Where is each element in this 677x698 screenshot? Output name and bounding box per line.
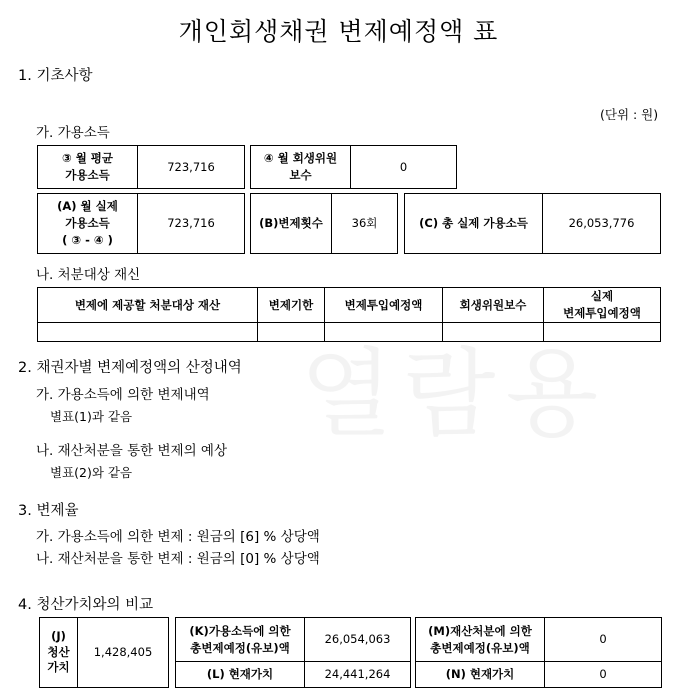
section2-note-b: 별표(2)와 같음 (50, 465, 133, 480)
actual-income-label: (A) 월 실제 가용소득 ( ③ - ④ ) (57, 199, 118, 247)
payment-count-box (250, 193, 398, 254)
m-label: (M)재산처분에 의한 총변제예정(유보)액 (428, 623, 532, 655)
section2-note-a: 별표(1)과 같음 (50, 409, 133, 424)
liquidation-value-label: (J) 청산 가치 (47, 629, 70, 675)
table-header: 변제에 제공할 처분대상 재산 (74, 297, 221, 312)
n-label: (N) 현재가치 (445, 667, 515, 682)
table-header: 변제기한 (268, 297, 314, 312)
actual-income-value: 723,716 (167, 216, 215, 231)
m-value: 0 (599, 632, 607, 647)
table-header: 회생위원보수 (459, 297, 527, 312)
section3-heading: 3. 변제율 (18, 503, 79, 519)
total-income-value: 26,053,776 (568, 216, 635, 231)
section1-sub-b: 나. 처분대상 재신 (36, 267, 141, 283)
payment-count-value: 36회 (351, 216, 378, 231)
liquidation-value: 1,428,405 (93, 645, 153, 660)
unit-label: (단위 : 원) (600, 107, 659, 122)
section2-sub-a: 가. 가용소득에 의한 변제내역 (36, 387, 210, 403)
n-value: 0 (599, 667, 607, 682)
total-income-label: (C) 총 실제 가용소득 (419, 216, 528, 231)
section2-sub-b: 나. 재산처분을 통한 변제의 예상 (36, 443, 227, 459)
document-title: 개인회생채권 변제예정액 표 (178, 17, 499, 46)
section4-heading: 4. 청산가치와의 비교 (18, 597, 154, 613)
section1-heading: 1. 기초사항 (18, 68, 93, 84)
section3-line-a: 가. 가용소득에 의한 변제 : 원금의 [6] % 상당액 (36, 529, 320, 545)
l-label: (L) 현재가치 (206, 667, 274, 682)
trustee-fee-box (250, 145, 457, 189)
l-value: 24,441,264 (324, 667, 391, 682)
income-repayment-box (175, 617, 411, 688)
liquidation-value-box (39, 617, 169, 688)
payment-count-label: (B)변제횟수 (259, 216, 323, 231)
k-value: 26,054,063 (324, 632, 391, 647)
section2-heading: 2. 채권자별 변제예정액의 산정내역 (18, 360, 242, 376)
table-header: 실제 변제투입예정액 (563, 289, 641, 320)
section3-line-b: 나. 재산처분을 통한 변제 : 원금의 [0] % 상당액 (36, 551, 320, 567)
monthly-average-income-box (37, 145, 245, 189)
trustee-fee-value: 0 (399, 159, 408, 174)
trustee-fee-label: ④ 월 회생위원 보수 (263, 151, 338, 182)
property-repayment-box (415, 617, 662, 688)
table-header: 변제투입예정액 (344, 297, 423, 312)
section1-sub-a: 가. 가용소득 (36, 125, 110, 141)
actual-income-box (37, 193, 245, 254)
disposal-property-table (37, 287, 661, 342)
total-income-box (404, 193, 661, 254)
monthly-average-income-label: ③ 월 평균 가용소득 (61, 151, 114, 182)
monthly-average-income-value: 723,716 (167, 159, 215, 174)
k-label: (K)가용소득에 의한 총변제예정(유보)액 (189, 623, 291, 655)
